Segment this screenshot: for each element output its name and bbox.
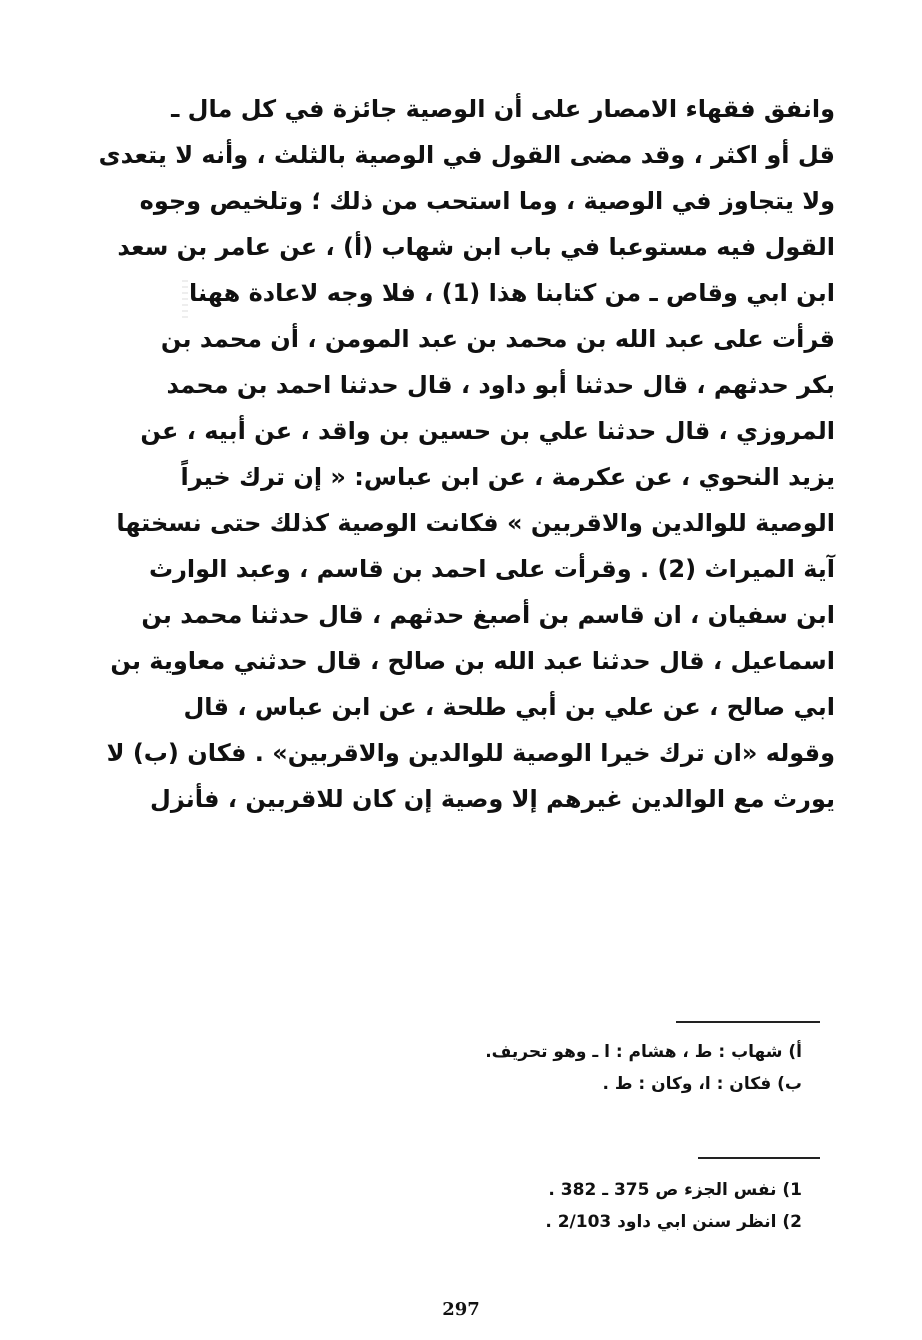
editorial-notes [485,1036,802,1100]
text-line: ابن سفيان ، ان قاسم بن أصبغ حدثهم ، قال حدثنا محمد بن [141,601,835,629]
text-line: ابي صالح ، عن علي بن أبي طلحة ، عن ابن عباس ، قال [183,693,835,721]
text-line: وانفق فقهاء الامصار على أن الوصية جائزة في كل مال ـ [171,95,835,123]
reference-note: 2) انظر سنن ابي داود 2/103 . [545,1212,802,1232]
reference-divider [698,1157,820,1159]
page-number: 297 [442,1299,480,1320]
text-line: ابن ابي وقاص ـ من كتابنا هذا (1) ، فلا وجه لاعادة ههنا [188,279,835,307]
text-line: يورث مع الوالدين غيرهم إلا وصية إن كان للاقربين ، فأنزل [150,785,835,813]
footnote-divider [676,1021,820,1023]
main-text-block [98,86,835,822]
text-line: قرأت على عبد الله بن محمد بن عبد المومن ، أن محمد بن [160,325,835,353]
text-line: يزيد النحوي ، عن عكرمة ، عن ابن عباس: « إن ترك خيراً [180,463,835,491]
text-line: المروزي ، قال حدثنا علي بن حسين بن واقد ، عن أبيه ، عن [140,417,835,445]
text-line: ولا يتجاوز في الوصية ، وما استحب من ذلك ؛ وتلخيص وجوه [139,187,835,215]
editorial-note: أ) شهاب : ط ، هشام : ا ـ وهو تحريف. [485,1042,802,1062]
text-line: القول فيه مستوعبا في باب ابن شهاب (أ) ، عن عامر بن سعد [117,233,835,261]
text-line: الوصية للوالدين والاقربين » فكانت الوصية كذلك حتى نسختها [116,509,835,537]
text-line: قل أو اكثر ، وقد مضى القول في الوصية بالثلث ، وأنه لا يتعدى [98,141,835,169]
reference-note: 1) نفس الجزء ص 375 ـ 382 . [548,1180,802,1200]
text-line: بكر حدثهم ، قال حدثنا أبو داود ، قال حدثنا احمد بن محمد [166,371,835,399]
editorial-note: ب) فكان : ا، وكان : ط . [602,1074,802,1094]
text-line: وقوله «ان ترك خيرا الوصية للوالدين والاقربين» . فكان (ب) لا [106,739,835,767]
text-line: آية الميراث (2) . وقرأت على احمد بن قاسم ، وعبد الوارث [148,555,835,583]
text-line: اسماعيل ، قال حدثنا عبد الله بن صالح ، قال حدثني معاوية بن [110,647,835,675]
scan-noise [182,280,188,320]
reference-notes [545,1174,802,1238]
